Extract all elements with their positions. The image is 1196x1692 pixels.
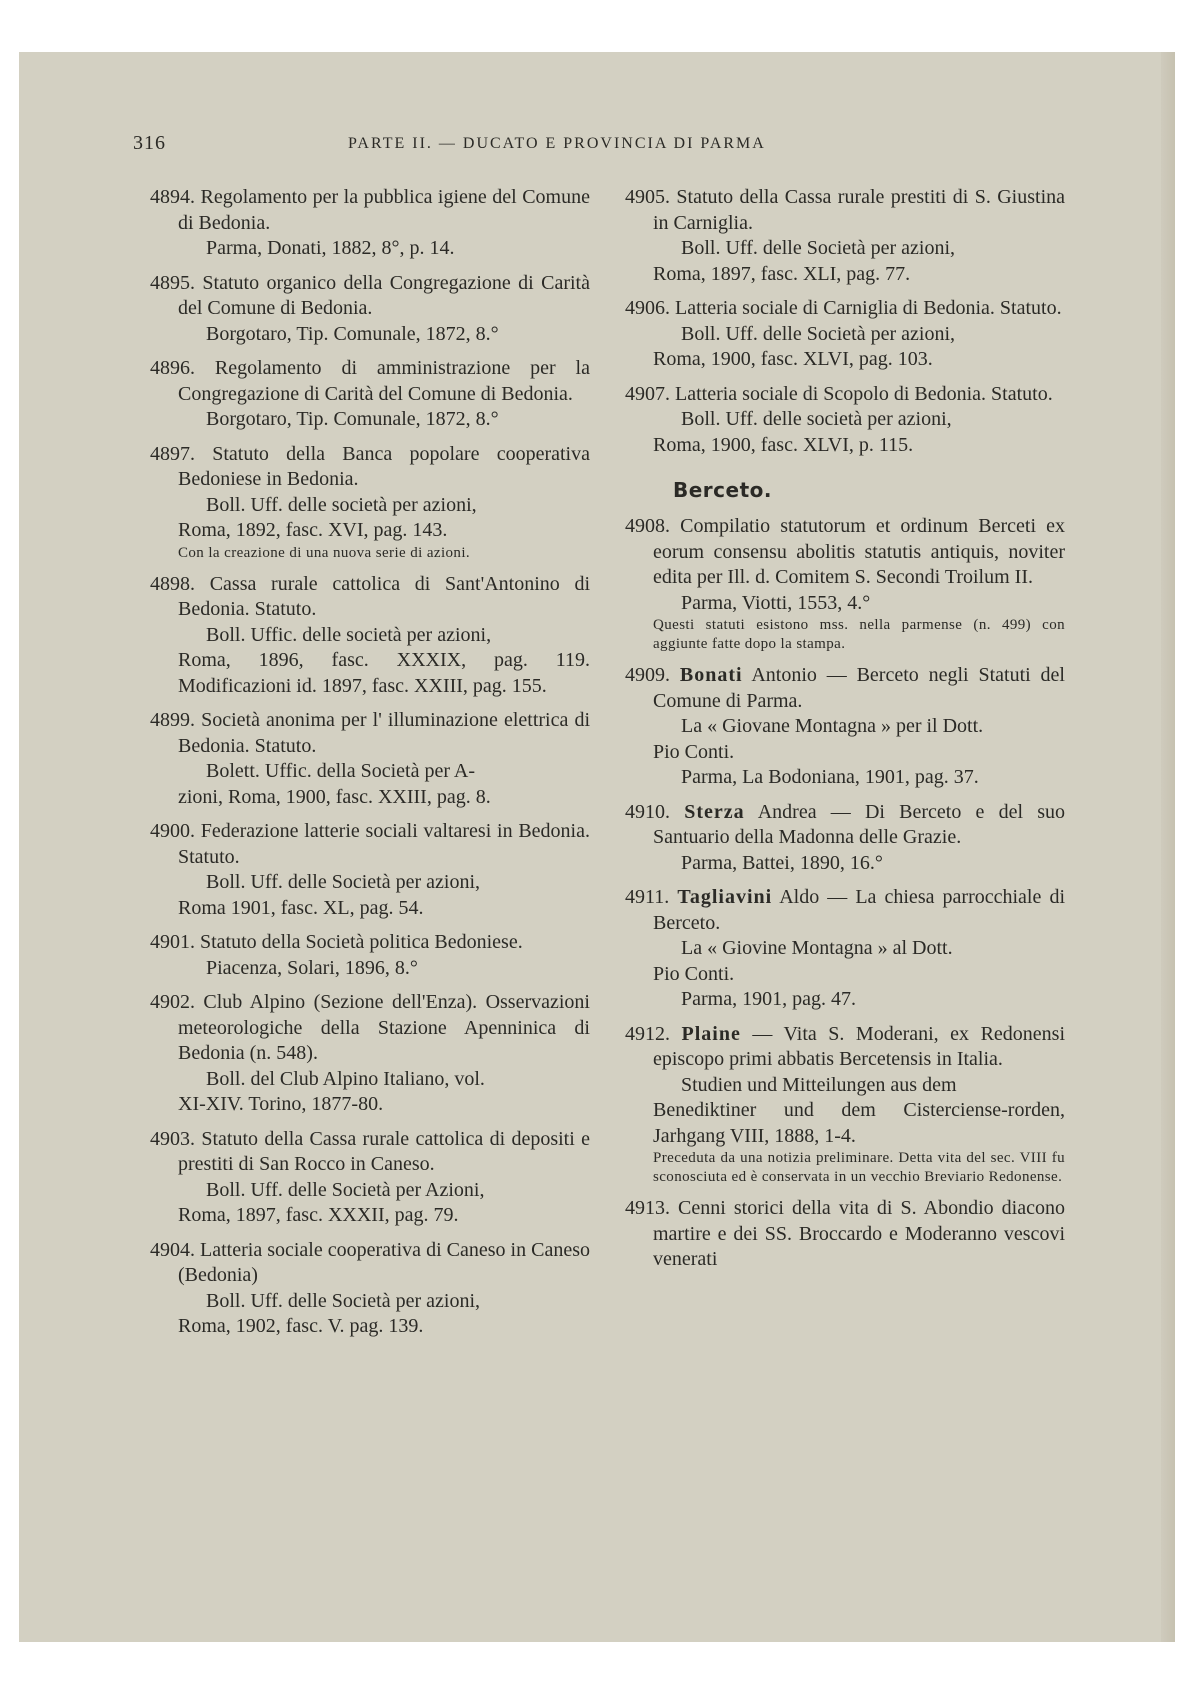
entry-imprint: La « Giovine Montagna » al Dott. xyxy=(681,937,953,959)
entry-imprint-continued: Roma, 1900, fasc. XLVI, p. 115. xyxy=(653,433,914,456)
entry-number: 4909. xyxy=(625,664,670,686)
entry-text: 4896. Regolamento di amministrazione per la Congregazione di Carità del Comune di Bedonia. xyxy=(150,357,590,405)
entry-number: 4912. xyxy=(625,1022,670,1045)
entry-text xyxy=(625,1022,1065,1073)
entry-imprint-continued: Pio Conti. xyxy=(653,962,735,985)
left-column xyxy=(150,185,590,1349)
entry-note: Con la creazione di una nuova serie di azioni. xyxy=(178,544,471,561)
entry-imprint-continued: Roma, 1892, fasc. XVI, pag. 143. xyxy=(178,519,448,541)
entry-number: 4910. xyxy=(625,800,670,823)
entry-author: Bonati xyxy=(679,664,743,686)
entry-text: 4907. Latteria sociale di Scopolo di Bedonia. Statuto. xyxy=(625,382,1053,405)
entry-4910 xyxy=(625,800,1065,877)
entry-imprint-continued: XI-XIV. Torino, 1877-80. xyxy=(178,1093,384,1115)
entry-imprint: La « Giovane Montagna » per il Dott. xyxy=(681,715,984,737)
entry-text: 4897. Statuto della Banca popolare cooperativa Bedoniese in Bedonia. xyxy=(150,442,590,490)
entry-text: 4908. Compilatio statutorum et ordinum Berceti ex eorum consensu abolitis statutis antiquis, noviter edita per Ill. d. Comitem S. Secondi Troilum II. xyxy=(625,515,1065,588)
entry-imprint-continued: Benediktiner und dem Cisterciense-rorden, Jarhgang VIII, 1888, 1-4. xyxy=(653,1099,1065,1147)
entry-imprint-second: Parma, La Bodoniana, 1901, pag. 37. xyxy=(681,766,979,788)
entry-4911 xyxy=(625,885,1065,1013)
entry-text: 4898. Cassa rurale cattolica di Sant'Antonino di Bedonia. Statuto. xyxy=(150,572,590,620)
entry-imprint: Bolett. Uffic. della Società per A- xyxy=(206,760,475,782)
entry-text: 4904. Latteria sociale cooperativa di Caneso in Caneso (Bedonia) xyxy=(150,1238,590,1286)
entry-author: Sterza xyxy=(684,800,745,823)
entry-4898 xyxy=(150,572,590,700)
entry-imprint: Parma, Battei, 1890, 16.° xyxy=(681,851,883,874)
entry-text xyxy=(625,885,1065,936)
entry-4908 xyxy=(625,514,1065,654)
entry-imprint: Boll. Uff. delle società per azioni, xyxy=(206,493,477,516)
entry-title: — Vita S. Moderani, ex Redonensi episcopo primi abbatis Bercetensis in Italia. xyxy=(653,1022,1066,1070)
page-number: 316 xyxy=(133,132,166,154)
entry-imprint-continued: Roma, 1896, fasc. XXXIX, pag. 119. Modificazioni id. 1897, fasc. XXIII, pag. 155. xyxy=(178,649,590,697)
entry-4913 xyxy=(625,1196,1065,1273)
entry-4901 xyxy=(150,930,590,981)
entry-title: Aldo — La chiesa parrocchiale di Berceto. xyxy=(653,886,1065,934)
entry-4899 xyxy=(150,708,590,810)
entry-text: 4899. Società anonima per l' illuminazione elettrica di Bedonia. Statuto. xyxy=(150,709,590,757)
entry-imprint-continued: Roma, 1897, fasc. XLI, pag. 77. xyxy=(653,262,911,285)
entry-4900 xyxy=(150,819,590,921)
entry-imprint: Borgotaro, Tip. Comunale, 1872, 8.° xyxy=(206,408,499,430)
entry-4903 xyxy=(150,1127,590,1229)
entry-imprint-continued: Pio Conti. xyxy=(653,740,735,763)
page-header xyxy=(133,132,1003,162)
entry-imprint: Parma, Donati, 1882, 8°, p. 14. xyxy=(206,237,455,259)
entry-imprint: Boll. Uffic. delle società per azioni, xyxy=(206,623,492,646)
entry-4912 xyxy=(625,1022,1065,1188)
entry-note: Preceduta da una notizia preliminare. Detta vita del sec. VIII fu sconosciuta ed è conservata in un vecchio Breviario Redonense. xyxy=(653,1150,1065,1185)
page-edge-shadow xyxy=(1161,52,1175,1642)
running-head: PARTE II. — DUCATO E PROVINCIA DI PARMA xyxy=(348,135,766,152)
entry-author: Tagliavini xyxy=(677,886,773,908)
entry-imprint: Boll. Uff. delle Società per azioni, xyxy=(206,871,480,893)
entry-4905 xyxy=(625,185,1065,287)
entry-title: Andrea — Di Berceto e del suo Santuario della Madonna delle Grazie. xyxy=(653,800,1066,848)
entry-4907 xyxy=(625,382,1065,459)
entry-imprint-second: Parma, 1901, pag. 47. xyxy=(681,988,856,1010)
entry-imprint-continued: zioni, Roma, 1900, fasc. XXIII, pag. 8. xyxy=(178,785,491,808)
entry-4909 xyxy=(625,663,1065,791)
entry-imprint: Boll. del Club Alpino Italiano, vol. xyxy=(206,1067,485,1090)
entry-text: 4902. Club Alpino (Sezione dell'Enza). Osservazioni meteorologiche della Stazione Apenninica di Bedonia (n. 548). xyxy=(150,991,590,1064)
entry-4906 xyxy=(625,296,1065,373)
entry-imprint-continued: Roma 1901, fasc. XL, pag. 54. xyxy=(178,896,424,919)
entry-text xyxy=(625,800,1065,851)
entry-text: 4894. Regolamento per la pubblica igiene del Comune di Bedonia. xyxy=(150,186,590,234)
entry-text: 4901. Statuto della Società politica Bedoniese. xyxy=(150,931,523,953)
entry-4894 xyxy=(150,185,590,262)
entry-text xyxy=(625,663,1065,714)
entry-title: Antonio — Berceto negli Statuti del Comune di Parma. xyxy=(653,664,1065,712)
entry-imprint: Boll. Uff. delle Società per azioni, xyxy=(681,322,955,345)
entry-note: Questi statuti esistono mss. nella parmense (n. 499) con aggiunte fatte dopo la stampa. xyxy=(653,617,1065,652)
entry-text: 4913. Cenni storici della vita di S. Abondio diacono martire e dei SS. Broccardo e Moderanno vescovi venerati xyxy=(625,1197,1065,1270)
entry-imprint: Borgotaro, Tip. Comunale, 1872, 8.° xyxy=(206,322,499,345)
entry-imprint: Piacenza, Solari, 1896, 8.° xyxy=(206,956,418,979)
entry-text: 4903. Statuto della Cassa rurale cattolica di depositi e prestiti di San Rocco in Caneso. xyxy=(150,1127,590,1175)
right-column xyxy=(625,185,1065,1282)
section-heading: Berceto. xyxy=(673,478,772,502)
entry-4897 xyxy=(150,442,590,563)
entry-imprint: Boll. Uff. delle società per azioni, xyxy=(681,408,952,430)
entry-text: 4905. Statuto della Cassa rurale prestiti di S. Giustina in Carniglia. xyxy=(625,186,1065,234)
entry-imprint: Boll. Uff. delle Società per Azioni, xyxy=(206,1178,485,1201)
entry-imprint: Parma, Viotti, 1553, 4.° xyxy=(681,591,871,614)
entry-imprint-continued: Roma, 1897, fasc. XXXII, pag. 79. xyxy=(178,1204,459,1226)
entry-4896 xyxy=(150,356,590,433)
entry-imprint: Studien und Mitteilungen aus dem xyxy=(681,1073,957,1096)
entry-author: Plaine xyxy=(681,1022,741,1045)
entry-imprint-continued: Roma, 1902, fasc. V. pag. 139. xyxy=(178,1315,424,1337)
entry-text: 4895. Statuto organico della Congregazione di Carità del Comune di Bedonia. xyxy=(150,271,590,319)
entry-4895 xyxy=(150,271,590,348)
entry-imprint: Boll. Uff. delle Società per azioni, xyxy=(206,1289,480,1312)
entry-text: 4900. Federazione latterie sociali valtaresi in Bedonia. Statuto. xyxy=(150,820,590,868)
entry-imprint: Boll. Uff. delle Società per azioni, xyxy=(681,237,955,259)
entry-number: 4911. xyxy=(625,886,670,908)
entry-4902 xyxy=(150,990,590,1118)
entry-4904 xyxy=(150,1238,590,1340)
entry-text: 4906. Latteria sociale di Carniglia di Bedonia. Statuto. xyxy=(625,297,1062,319)
entry-imprint-continued: Roma, 1900, fasc. XLVI, pag. 103. xyxy=(653,348,933,370)
